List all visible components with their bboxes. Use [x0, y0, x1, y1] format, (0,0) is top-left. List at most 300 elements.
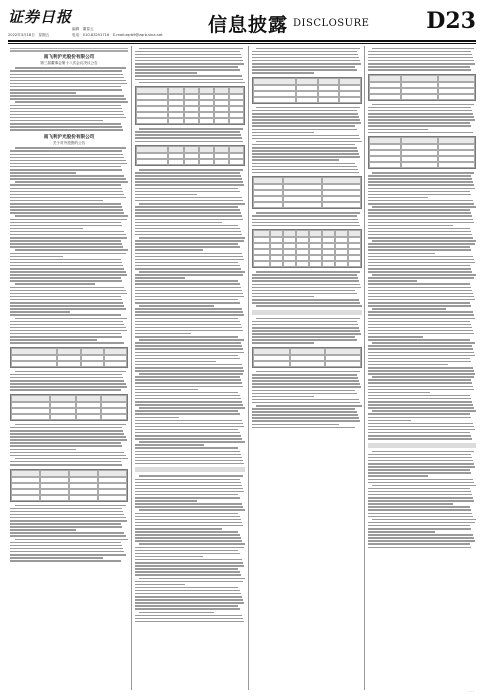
text-line: [368, 66, 470, 68]
text-line: [10, 377, 123, 379]
body-text: [10, 67, 128, 130]
text-line: [10, 108, 122, 110]
text-line: [252, 156, 360, 158]
text-line: [10, 188, 122, 190]
text-line: [252, 169, 358, 171]
text-line: [135, 488, 243, 490]
text-line: [368, 398, 471, 400]
text-line: [252, 132, 314, 134]
text-line: [135, 336, 238, 338]
text-line: [135, 191, 240, 193]
text-line: [368, 333, 474, 335]
table-cell: [199, 87, 214, 94]
table-cell: [253, 78, 296, 85]
text-line: [135, 246, 240, 248]
text-line: [10, 203, 121, 205]
text-line: [372, 451, 474, 453]
text-line: [252, 147, 357, 149]
text-line: [368, 197, 428, 199]
text-line: [372, 274, 476, 276]
text-line: [135, 200, 243, 202]
text-line: [135, 54, 241, 56]
text-line: [139, 407, 245, 409]
text-line: [368, 54, 472, 56]
text-line: [368, 525, 470, 527]
text-line: [368, 209, 470, 211]
body-text: [252, 212, 362, 226]
table-cell: [290, 348, 326, 355]
text-line: [10, 228, 83, 230]
text-line: [10, 86, 121, 88]
text-line: [252, 339, 357, 341]
text-line: [10, 89, 122, 91]
text-line: [10, 293, 127, 295]
text-line: [368, 491, 471, 493]
contact-line: 电话：010-83251716 E-mail:zqrb9@zqrb.sina.net: [72, 33, 163, 37]
text-line: [139, 441, 245, 443]
text-line: [368, 488, 470, 490]
text-line: [368, 413, 470, 415]
text-line: [139, 48, 242, 50]
text-line: [368, 234, 472, 236]
text-line: [135, 621, 244, 623]
text-line: [368, 506, 470, 508]
text-line: [10, 92, 76, 94]
text-line: [368, 200, 473, 202]
text-line: [10, 80, 126, 82]
text-line: [135, 503, 242, 505]
text-line: [368, 469, 470, 471]
text-line: [10, 274, 127, 276]
text-line: [10, 374, 122, 376]
table-cell: [76, 414, 102, 420]
text-line: [10, 535, 126, 537]
text-line: [252, 333, 361, 335]
text-line: [252, 290, 355, 292]
text-line: [10, 461, 121, 463]
text-line: [368, 500, 474, 502]
text-line: [135, 485, 242, 487]
text-line: [256, 212, 359, 214]
text-line: [135, 51, 240, 53]
text-line: [368, 426, 474, 428]
text-line: [15, 458, 128, 460]
text-line: [368, 361, 471, 363]
table-cell: [318, 97, 340, 103]
text-line: [135, 447, 238, 449]
text-line: [252, 119, 360, 121]
text-line: [135, 528, 222, 530]
table-cell: [270, 261, 283, 267]
text-line: [135, 184, 244, 186]
text-line: [10, 77, 124, 79]
table-cell: [318, 78, 340, 85]
text-line: [252, 159, 339, 161]
table-cell: [369, 162, 401, 168]
text-line: [135, 581, 243, 583]
text-line: [368, 494, 472, 496]
text-line: [252, 321, 357, 323]
text-line: [368, 379, 471, 381]
table-cell: [40, 470, 69, 477]
text-line: [139, 82, 245, 84]
text-line: [135, 571, 240, 573]
text-line: [135, 134, 241, 136]
text-line: [10, 327, 126, 329]
text-line: [252, 144, 355, 146]
column-2: [135, 46, 245, 690]
table-cell: [322, 261, 335, 267]
text-line: [368, 324, 471, 326]
text-line: [135, 72, 197, 74]
text-line: [368, 194, 471, 196]
text-line: [135, 574, 241, 576]
text-line: [368, 367, 473, 369]
text-line: [135, 370, 244, 372]
text-line: [10, 508, 122, 510]
text-line: [368, 475, 428, 477]
text-line: [252, 386, 361, 388]
text-line: [10, 277, 121, 279]
text-line: [10, 231, 124, 233]
text-line: [135, 491, 244, 493]
notice-headline: 第三届董事会第十八次会议决议公告: [40, 60, 98, 65]
text-line: [368, 119, 475, 121]
text-line: [368, 423, 473, 425]
table-cell: [283, 261, 296, 267]
text-line: [252, 417, 359, 419]
text-line: [10, 517, 126, 519]
text-line: [10, 222, 121, 224]
text-line: [15, 371, 126, 373]
table-cell: [369, 75, 401, 82]
text-line: [256, 405, 362, 407]
table-cell: [253, 230, 270, 237]
text-line: [135, 376, 240, 378]
text-line: [135, 219, 243, 221]
text-line: [252, 138, 360, 140]
text-line: [135, 463, 244, 465]
text-line: [368, 407, 474, 409]
text-line: [135, 234, 242, 236]
text-line: [10, 336, 122, 338]
text-line: [368, 122, 470, 124]
text-line: [368, 246, 470, 248]
table-cell: [184, 159, 199, 165]
table-cell: [348, 230, 361, 237]
text-line: [368, 253, 435, 255]
text-line: [368, 181, 473, 183]
text-line: [135, 277, 185, 279]
text-line: [368, 222, 474, 224]
text-line: [15, 67, 126, 69]
text-line: [135, 299, 238, 301]
table-cell: [214, 118, 229, 124]
text-line: [135, 355, 238, 357]
text-line: [135, 562, 243, 564]
table-cell: [253, 261, 270, 267]
text-line: [368, 277, 474, 279]
text-line: [10, 200, 103, 202]
text-line: [368, 231, 471, 233]
text-line: [368, 395, 470, 397]
text-line: [10, 120, 103, 122]
table-cell: [229, 87, 244, 94]
text-line: [252, 172, 359, 174]
text-line: [10, 163, 127, 165]
table-cell: [136, 146, 168, 153]
text-line: [252, 69, 357, 71]
body-text: [135, 475, 245, 622]
table-cell: [168, 146, 183, 153]
text-line: [135, 479, 240, 481]
text-line: [368, 386, 473, 388]
text-line: [135, 240, 244, 242]
text-line: [10, 386, 127, 388]
text-line: [135, 256, 243, 258]
text-line: [252, 324, 358, 326]
text-line: [252, 342, 314, 344]
table-cell: [76, 395, 102, 402]
text-line: [135, 172, 240, 174]
text-line: [252, 125, 355, 127]
text-line: [10, 240, 121, 242]
text-line: [252, 336, 355, 338]
text-line: [368, 265, 470, 267]
text-line: [135, 259, 244, 261]
text-line: [252, 225, 360, 227]
text-line: [372, 104, 474, 106]
text-line: [368, 299, 475, 301]
table-cell: [214, 146, 229, 153]
body-text: [368, 451, 476, 548]
text-line: [368, 129, 428, 131]
text-line: [10, 123, 121, 125]
text-line: [368, 63, 475, 65]
text-line: [10, 209, 123, 211]
text-line: [135, 352, 244, 354]
text-line: [135, 451, 240, 453]
table-cell: [438, 94, 475, 100]
table-cell: [253, 202, 283, 208]
body-text: [135, 169, 245, 464]
text-line: [10, 523, 121, 525]
table-cell: [438, 162, 475, 168]
text-line: [368, 370, 474, 372]
text-line: [10, 271, 126, 273]
text-line: [372, 172, 474, 174]
table-cell: [168, 118, 183, 124]
table-cell: [168, 159, 183, 165]
table-cell: [229, 159, 244, 165]
table-cell: [283, 177, 322, 184]
table-cell: [81, 348, 104, 355]
text-line: [368, 212, 471, 214]
text-line: [135, 559, 242, 561]
body-text: [10, 424, 128, 466]
text-line: [368, 191, 470, 193]
text-line: [10, 557, 103, 559]
text-line: [252, 277, 358, 279]
text-line: [139, 339, 244, 341]
text-line: [139, 237, 245, 239]
table-cell: [69, 470, 98, 477]
text-line: [368, 51, 471, 53]
text-line: [135, 209, 240, 211]
text-line: [135, 243, 238, 245]
text-line: [135, 525, 243, 527]
text-line: [135, 296, 244, 298]
text-line: [368, 404, 473, 406]
text-line: [135, 494, 238, 496]
text-line: [252, 414, 358, 416]
text-line: [368, 296, 474, 298]
text-line: [135, 608, 240, 610]
text-line: [135, 599, 243, 601]
text-line: [368, 262, 475, 264]
text-line: [368, 184, 474, 186]
text-line: [10, 154, 123, 156]
table-cell: [322, 230, 335, 237]
text-line: [15, 424, 126, 426]
text-line: [10, 280, 122, 282]
text-line: [135, 605, 238, 607]
text-line: [135, 519, 241, 521]
text-line: [368, 237, 473, 239]
table-cell: [401, 162, 438, 168]
text-line: [135, 590, 240, 592]
text-line: [10, 169, 122, 171]
table-cell: [81, 361, 104, 367]
table-cell: [253, 348, 290, 355]
issue-date: 2022年3月18日 星期五: [8, 33, 50, 37]
text-line: [368, 175, 471, 177]
text-line: [135, 57, 242, 59]
table-cell: [50, 395, 76, 402]
text-line: [135, 413, 240, 415]
text-line: [10, 259, 121, 261]
text-line: [135, 361, 216, 363]
text-line: [135, 497, 240, 499]
text-line: [368, 540, 475, 542]
table-cell: [101, 395, 127, 402]
highlight-bar: [135, 467, 245, 472]
table-cell: [50, 414, 76, 420]
table-cell: [290, 361, 326, 367]
text-line: [135, 327, 242, 329]
text-line: [135, 311, 243, 313]
text-line: [368, 457, 472, 459]
table-cell: [168, 87, 183, 94]
text-line: [368, 219, 473, 221]
text-line: [10, 308, 126, 310]
page-number: D23: [426, 8, 476, 34]
table-cell: [104, 348, 127, 355]
text-line: [135, 568, 238, 570]
table-cell: [335, 230, 348, 237]
text-line: [372, 410, 476, 412]
text-line: [139, 578, 245, 580]
text-line: [252, 110, 357, 112]
text-line: [135, 324, 241, 326]
text-line: [10, 243, 122, 245]
text-line: [135, 457, 242, 459]
highlight-bar: [252, 310, 362, 315]
table-cell: [101, 414, 127, 420]
text-line: [368, 305, 471, 307]
text-line: [252, 424, 339, 426]
text-line: [135, 293, 243, 295]
table-cell: [322, 177, 361, 184]
text-line: [135, 197, 242, 199]
data-table: [252, 77, 362, 104]
text-line: [368, 110, 472, 112]
text-line: [135, 60, 243, 62]
notice-headline: 关于对外投资的公告: [52, 140, 86, 145]
text-line: [252, 284, 360, 286]
text-line: [135, 513, 238, 515]
text-line: [10, 433, 124, 435]
text-line: [368, 401, 472, 403]
text-line: [10, 234, 126, 236]
text-line: [135, 178, 242, 180]
table-cell: [322, 202, 361, 208]
text-line: [368, 528, 471, 530]
table-cell: [309, 230, 322, 237]
text-line: [252, 393, 357, 395]
text-line: [252, 60, 360, 62]
text-line: [368, 522, 475, 524]
text-line: [10, 551, 124, 553]
text-line: [10, 436, 126, 438]
text-line: [252, 215, 357, 217]
table-cell: [339, 97, 361, 103]
table-cell: [401, 94, 438, 100]
text-line: [10, 529, 76, 531]
table-cell: [296, 230, 309, 237]
text-line: [135, 454, 241, 456]
text-line: [135, 537, 241, 539]
body-text: [10, 147, 128, 343]
section-title: 信息披露: [208, 14, 289, 36]
text-line: [135, 596, 242, 598]
text-line: [10, 430, 123, 432]
text-line: [10, 105, 121, 107]
data-table: [368, 136, 476, 169]
table-cell: [296, 78, 318, 85]
text-line: [368, 243, 475, 245]
text-line: [368, 330, 473, 332]
table-cell: [199, 146, 214, 153]
text-line: [135, 274, 243, 276]
text-line: [368, 547, 471, 549]
text-line: [135, 382, 242, 384]
text-line: [252, 302, 360, 304]
text-line: [372, 519, 476, 521]
text-line: [10, 191, 123, 193]
text-line: [139, 305, 214, 307]
text-line: [10, 287, 124, 289]
table-cell: [136, 87, 168, 94]
text-line: [252, 280, 359, 282]
text-line: [10, 237, 127, 239]
text-line: [135, 395, 240, 397]
text-line: [252, 166, 357, 168]
text-line: [135, 302, 240, 304]
text-line: [368, 60, 474, 62]
text-line: [368, 188, 475, 190]
text-line: [10, 184, 121, 186]
